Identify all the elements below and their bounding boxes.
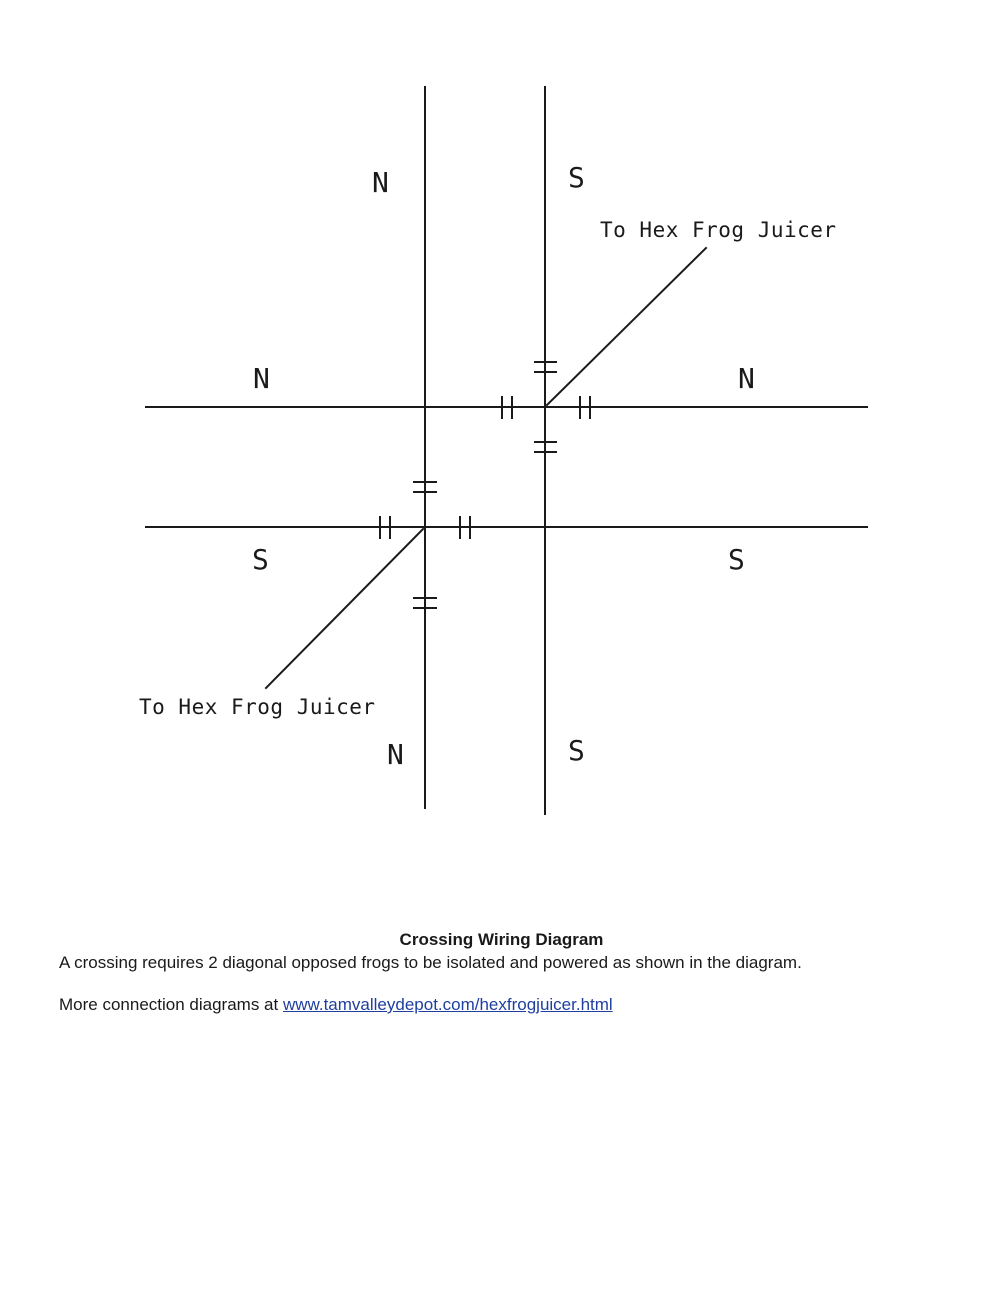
polarity-label-bottom-right: S: [568, 734, 585, 767]
feeder-wire-lower: [266, 529, 423, 688]
caption-title: Crossing Wiring Diagram: [399, 930, 604, 949]
hexfrogjuicer-link[interactable]: www.tamvalleydepot.com/hexfrogjuicer.html: [282, 995, 613, 1014]
polarity-label-top-right: S: [568, 161, 585, 194]
polarity-label-mid-left: N: [253, 362, 270, 395]
more-diagrams-prefix: More connection diagrams at: [59, 995, 283, 1014]
more-diagrams-line: [59, 995, 613, 1015]
polarity-label-low-left: S: [252, 543, 269, 576]
callout-upper-frog-juicer: To Hex Frog Juicer: [600, 218, 837, 242]
polarity-label-low-right: S: [728, 543, 745, 576]
polarity-label-bottom-left: N: [387, 738, 404, 771]
polarity-label-mid-right: N: [738, 362, 755, 395]
feeder-wire-upper: [547, 248, 706, 405]
callout-lower-frog-juicer: To Hex Frog Juicer: [139, 695, 376, 719]
polarity-label-top-left: N: [372, 166, 389, 199]
caption-description: A crossing requires 2 diagonal opposed frogs to be isolated and powered as shown in the diagram.: [59, 953, 802, 972]
